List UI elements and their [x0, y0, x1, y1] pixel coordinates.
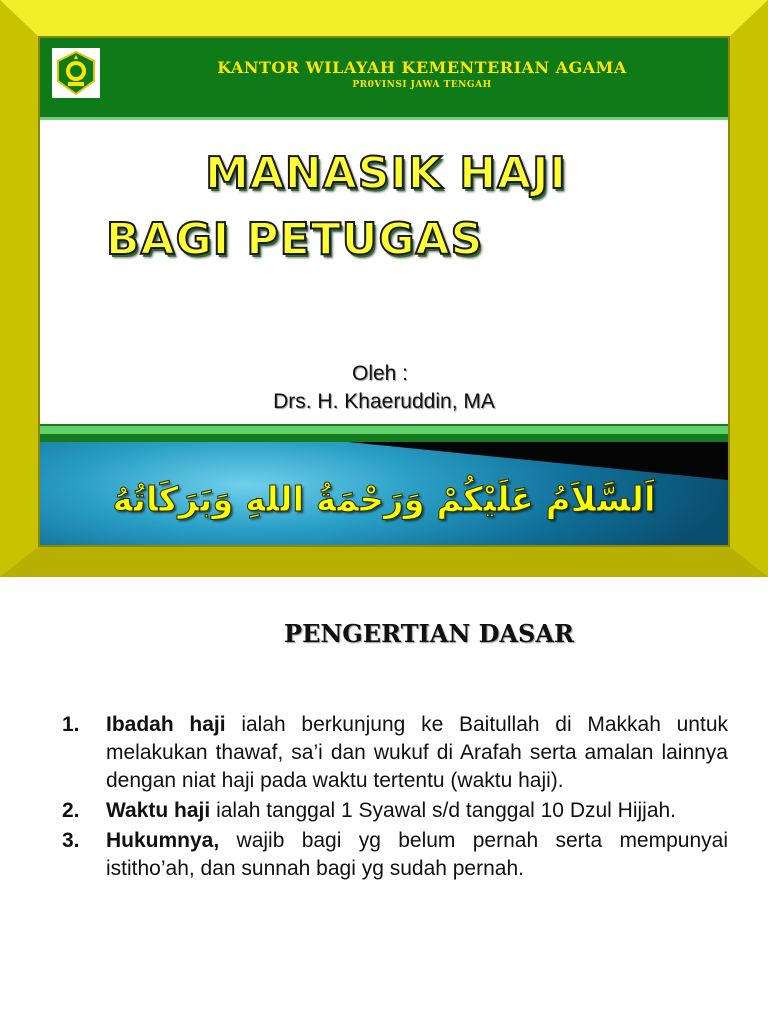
divider-stripe-light — [40, 426, 728, 434]
list-item — [62, 827, 728, 883]
main-title-line2: BAGI PETUGAS — [106, 214, 484, 265]
header-bar — [40, 38, 728, 120]
arabic-greeting: اَلسَّلاَمُ عَلَيْكُمْ وَرَحْمَةُ اللهِ وَبَرَكَاتُهُ — [112, 480, 656, 520]
org-subtitle: PR0VINSI JAWA TENGAH — [352, 80, 492, 90]
item-term: Waktu haji — [106, 799, 211, 822]
item-number: 2. — [62, 799, 80, 822]
main-title-line1: MANASIK HAJI — [205, 148, 567, 199]
org-title: KANTOR WILAYAH KEMENTERIAN AGAMA — [217, 58, 627, 77]
item-number: 1. — [62, 713, 80, 736]
item-term: Hukumnya, — [106, 829, 220, 852]
item-text: ialah berkunjung ke Baitullah di Makkah untuk melakukan thawaf, sa’i dan wukuf di Arafah serta amalan lainnya dengan niat haji pada waktu tertentu (waktu haji). — [106, 713, 729, 792]
list-item — [62, 797, 728, 825]
definition-list — [62, 711, 728, 885]
greeting-panel — [40, 442, 728, 547]
by-label: Oleh : — [351, 362, 409, 385]
item-text: wajib bagi yg belum pernah serta mempunyai istitho’ah, dan sunnah bagi yg sudah pernah. — [106, 829, 728, 880]
slide-definitions — [0, 577, 768, 1024]
item-term: Ibadah haji — [106, 713, 226, 736]
decorative-wedge — [348, 442, 728, 480]
author-name: Drs. H. Khaeruddin, MA — [273, 390, 495, 413]
item-number: 3. — [62, 829, 80, 852]
slide-content — [38, 36, 730, 547]
item-text: ialah tanggal 1 Syawal s/d tanggal 10 Dzul Hijjah. — [210, 799, 677, 822]
section-heading: PENGERTIAN DASAR — [284, 619, 574, 648]
list-item — [62, 711, 728, 795]
